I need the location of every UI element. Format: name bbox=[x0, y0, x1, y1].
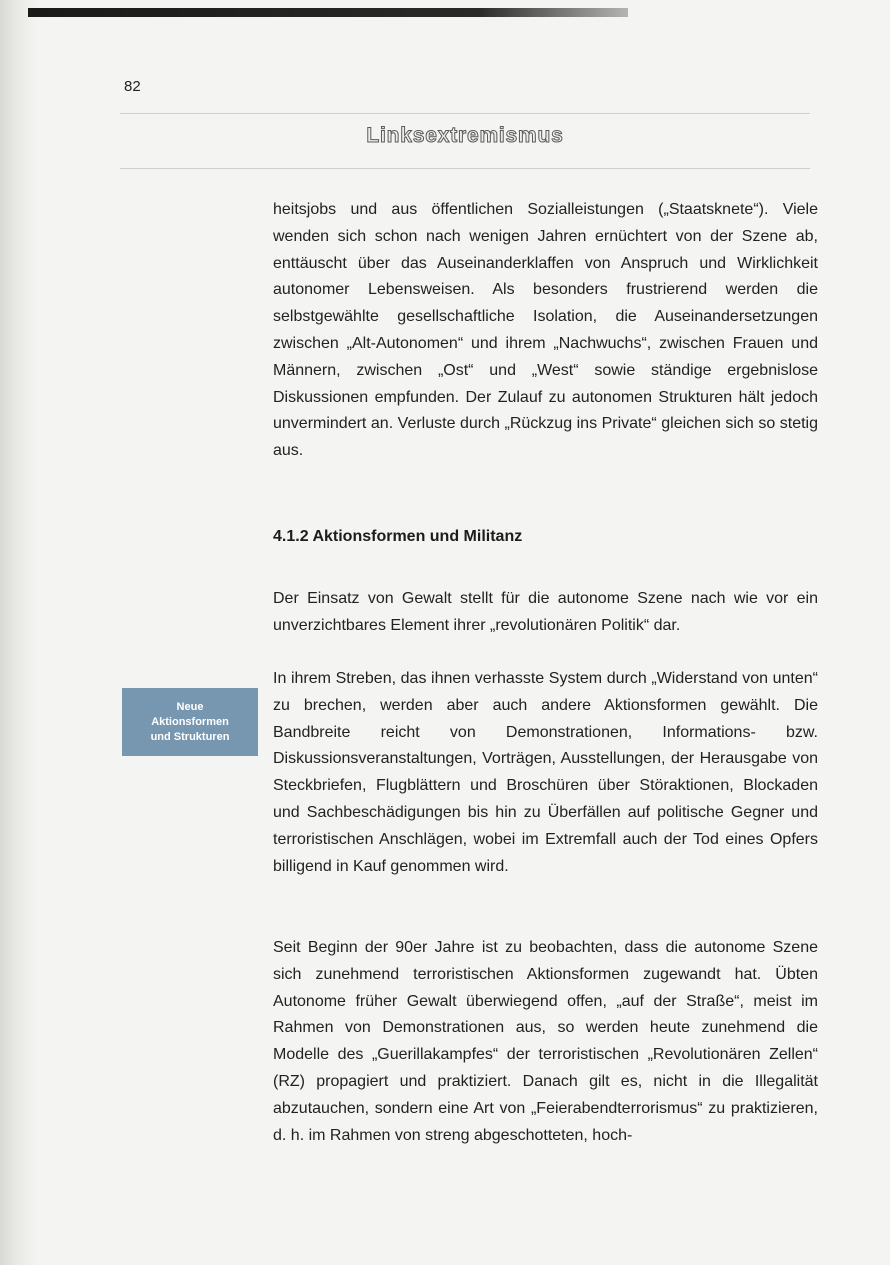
scan-shadow-edge bbox=[0, 0, 38, 1265]
header-rule-bottom bbox=[120, 168, 810, 169]
page-number: 82 bbox=[124, 78, 141, 95]
paragraph-1: heitsjobs und aus öffentlichen Sozialleistungen („Staatsknete“). Viele wenden sich schon nach wenigen Jahren ernüchtert von der Szene ab, enttäuscht über das Auseinanderklaffen von Anspruch und Wirklichkeit autonomer Lebensweisen. Als besonders frustrierend werden die selbstgewählte gesellschaftliche Isolation, die Auseinandersetzungen zwischen „Alt-Autonomen“ und ihrem „Nachwuchs“, zwischen Frauen und Männern, zwischen „Ost“ und „West“ sowie ständige ergebnislose Diskussionen empfunden. Der Zulauf zu autonomen Strukturen hält jedoch unvermindert an. Verluste durch „Rückzug ins Private“ gleichen sich so stetig aus. bbox=[273, 201, 818, 460]
scan-top-bar bbox=[28, 8, 628, 17]
margin-note-box: Neue Aktionsformen und Strukturen bbox=[122, 688, 258, 756]
paragraph-2: Der Einsatz von Gewalt stellt für die autonome Szene nach wie vor ein unverzichtbares Element ihrer „revolutionären Politik“ dar. bbox=[273, 590, 818, 634]
paragraph-3: In ihrem Streben, das ihnen verhasste System durch „Widerstand von unten“ zu brechen, werden aber auch andere Aktionsformen gewählt. Die Bandbreite reicht von Demonstrationen, Informations- bzw. Diskussionsveranstaltungen, Vorträgen, Ausstellungen, der Herausgabe von Steckbriefen, Flugblättern und Broschüren über Störaktionen, Blockaden und Sachbeschädigungen bis hin zu Überfällen auf politische Gegner und terroristischen Anschlägen, wobei im Extremfall auch der Tod eines Opfers billigend in Kauf genommen wird. bbox=[273, 670, 818, 875]
section-heading: 4.1.2 Aktionsformen und Militanz bbox=[273, 528, 523, 545]
header-rule-top bbox=[120, 113, 810, 114]
paragraph-4: Seit Beginn der 90er Jahre ist zu beobachten, dass die autonome Szene sich zunehmend terroristischen Aktionsformen zugewandt hat. Übten Autonome früher Gewalt überwiegend offen, „auf der Straße“, meist im Rahmen von Demonstrationen aus, so werden heute zunehmend die Modelle des „Guerillakampfes“ der terroristischen „Revolutionären Zellen“ (RZ) propagiert und praktiziert. Danach gilt es, nicht in die Illegalität abzutauchen, sondern eine Art von „Feierabendterrorismus“ zu praktizieren, d. h. im Rahmen von streng abgeschotteten, hoch- bbox=[273, 939, 818, 1144]
running-head: Linksextremismus bbox=[366, 124, 564, 147]
